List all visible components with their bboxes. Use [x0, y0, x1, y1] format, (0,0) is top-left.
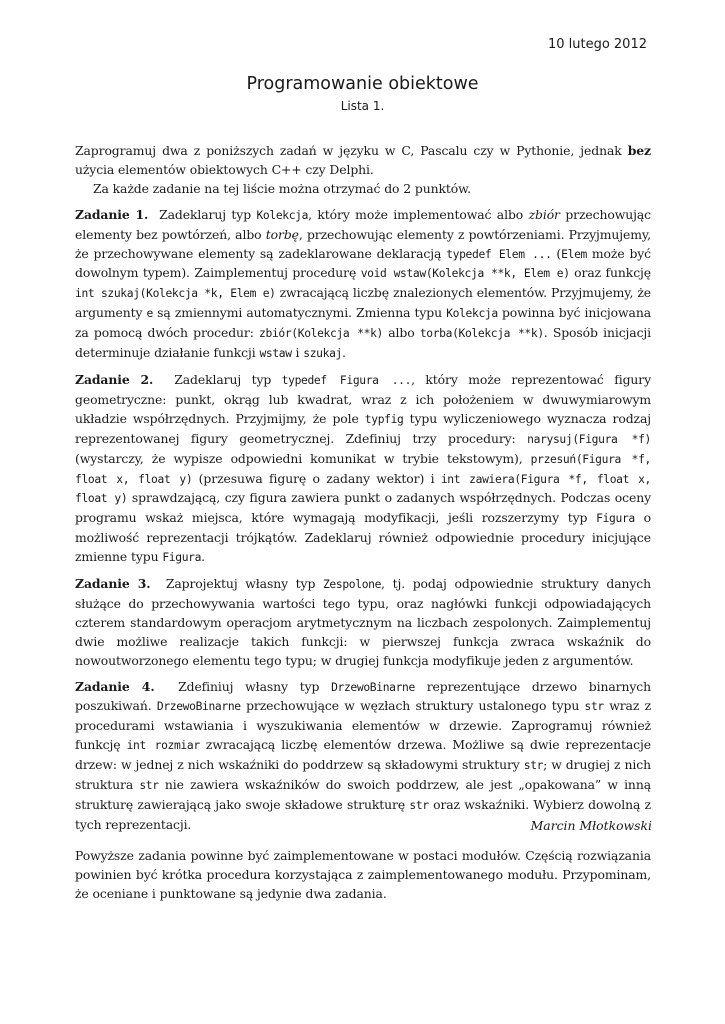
document-body	[75, 142, 651, 904]
task-3	[75, 575, 651, 671]
task-text: zwracającą liczbę elementów drzewa. Możliwe są dwie reprezentacje drzew: w jednej z nich wskaźniki do poddrzew są składowymi struktury	[75, 737, 651, 773]
document-date: 10 lutego 2012	[547, 37, 647, 52]
task-4	[75, 678, 651, 835]
code: typfig	[364, 412, 404, 426]
task-text: powinna być inicjowana za pomocą dwóch procedur:	[75, 305, 651, 341]
task-2-label: Zadanie 2.	[75, 371, 154, 387]
code: wstaw	[259, 347, 292, 361]
task-text: (wystarczy, że wypisze odpowiedni komunikat w trybie tekstowym),	[75, 450, 531, 466]
task-1	[75, 206, 651, 364]
task-text: Zaprojektuj własny typ	[165, 576, 323, 592]
task-text: , tj. podaj odpowiednie struktury danych służące do przechowywania wartości tego typu, oraz nagłówki funkcji odpowiadających czterem standardowym operacjom arytmetycznym na liczbach zespolonych. Zaimplementuj dwie możliwe realizacje takich funkcji: w pierwszej funkcja zwraca wskaźnik do nowoutworzonego elementu tego typu; w drugiej funkcja modyfikuje jeden z argumentów.	[75, 576, 651, 668]
task-text: (przesuwa figurę o zadany wektor) i	[192, 470, 441, 486]
code: Kolekcja	[446, 307, 498, 321]
code: int szukaj(Kolekcja *k, Elem e)	[75, 287, 276, 301]
code: torba(Kolekcja **k)	[419, 327, 544, 341]
task-2	[75, 371, 651, 568]
task-text: (	[551, 245, 562, 261]
code: typedef Elem ...	[446, 247, 552, 261]
code: typedef Figura ...	[281, 373, 412, 387]
task-text: reprezentujące drzewo binarnych poszukiwań.	[75, 678, 651, 714]
points-note: Za każde zadanie na tej liście można otrzymać do 2 punktów.	[93, 180, 471, 196]
code: str	[523, 759, 544, 773]
task-text: o możliwość reprezentacji trójkątów. Zadeklaruj również odpowiednie procedury inicjujące zmienne typu	[75, 510, 651, 565]
task-text: i	[291, 345, 304, 361]
task-text: , który może implementować albo	[308, 206, 529, 222]
task-text: przechowując elementy bez powtórzeń, albo	[75, 206, 651, 242]
task-text: , przechowując elementy z powtórzeniami. Przyjmujemy, że przechowywane elementy są zadeklarowane deklaracją	[75, 226, 652, 261]
task-text: .	[341, 345, 346, 361]
task-text: ; w drugiej z nich struktura	[75, 757, 651, 793]
code: str	[584, 700, 604, 714]
code: e	[146, 307, 153, 321]
code: int rozmiar	[126, 739, 200, 753]
code: Zespolone	[322, 578, 382, 592]
code: zbiór(Kolekcja **k)	[259, 327, 384, 341]
task-3-label: Zadanie 3.	[75, 576, 151, 592]
code: Figura	[162, 551, 202, 565]
task-text: Zadeklaruj typ	[159, 206, 257, 222]
code: int zawiera(Figura *f, float x, float y)	[75, 472, 651, 506]
closing-paragraph: Powyższe zadania powinne być zaimplementowane w postaci modułów. Częścią rozwiązania powinien być krótka procedura korzystająca z zaimplementowanego modułu. Przypominam, że oceniane i punktowane są jedynie dwa zadania.	[75, 847, 651, 901]
task-text: .	[201, 549, 205, 565]
task-text: sprawdzającą, czy figura zawiera punkt o zadanych współrzędnych. Podczas oceny programu wskaż miejsca, które wymagają modyfikacji, jeśli rozszerzymy typ	[75, 490, 651, 526]
task-text: , który może reprezentować figury geometryczne: punkt, okrąg lub kwadrat, wraz z ich położeniem w dwuwymiarowym układzie współrzędnych. Przyjmijmy, że pole	[75, 371, 652, 426]
task-text: są zmiennymi automatycznymi. Zmienna typu	[152, 305, 447, 321]
code: DrzewoBinarne	[331, 680, 415, 694]
task-text: zwracającą liczbę znalezionych elementów. Przyjmujemy, że argumenty	[75, 285, 651, 321]
task-text: albo	[383, 325, 420, 341]
intro-emphasis: bez	[627, 143, 651, 158]
task-text: nie zawiera wskaźników do swoich poddrzew, ale jest „opakowana” w inną strukturę zawierającą jako swoje składowe strukturę	[75, 777, 651, 812]
intro-paragraph	[75, 142, 651, 180]
document-subtitle: Lista 1.	[340, 99, 385, 113]
code: przesuń(Figura *f, float x, float y)	[75, 452, 652, 486]
task-text: oraz wskaźniki. Wybierz dowolną z tych reprezentacji.	[75, 797, 651, 832]
task-text: . Sposób inicjacji determinuje działanie funkcji	[75, 325, 652, 361]
task-text: typu wyliczeniowego wyznacza rodzaj reprezentowanej figury geometrycznej. Zdefiniuj trzy procedury:	[75, 410, 651, 446]
task-text: wraz z procedurami wstawiania i wyszukiwania elementów w drzewie. Zaprogramuj również funkcję	[75, 698, 652, 753]
task-1-label: Zadanie 1.	[75, 206, 149, 222]
intro-text: Zaprogramuj dwa z poniższych zadań w języku w C, Pascalu czy w Pythonie, jednak	[75, 143, 628, 158]
code: void wstaw(Kolekcja **k, Elem e)	[360, 267, 570, 281]
task-text: może być dowolnym typem). Zaimplementuj procedurę	[75, 245, 652, 281]
code: DrzewoBinarne	[156, 700, 241, 714]
document-title: Programowanie obiektowe	[246, 74, 479, 94]
code: str	[409, 799, 429, 812]
task-4-label: Zadanie 4.	[75, 678, 155, 694]
code: Figura	[596, 512, 635, 526]
term: torbę	[265, 226, 299, 242]
code: str	[139, 779, 159, 793]
term: zbiór	[528, 206, 560, 222]
code: Elem	[561, 247, 587, 261]
task-text: Zdefiniuj własny typ	[178, 678, 332, 694]
code: szukaj	[303, 347, 342, 361]
author-signature: Marcin Młotkowski	[530, 818, 652, 833]
task-text: Zadeklaruj typ	[174, 371, 282, 387]
code: Kolekcja	[256, 208, 309, 222]
code: narysuj(Figura *f)	[527, 432, 651, 446]
intro-text-end: użycia elementów obiektowych C++ czy Delphi.	[75, 161, 374, 177]
task-text: przechowujące w węzłach struktury ustalonego typu	[240, 698, 585, 714]
task-text: oraz funkcję	[569, 265, 652, 281]
